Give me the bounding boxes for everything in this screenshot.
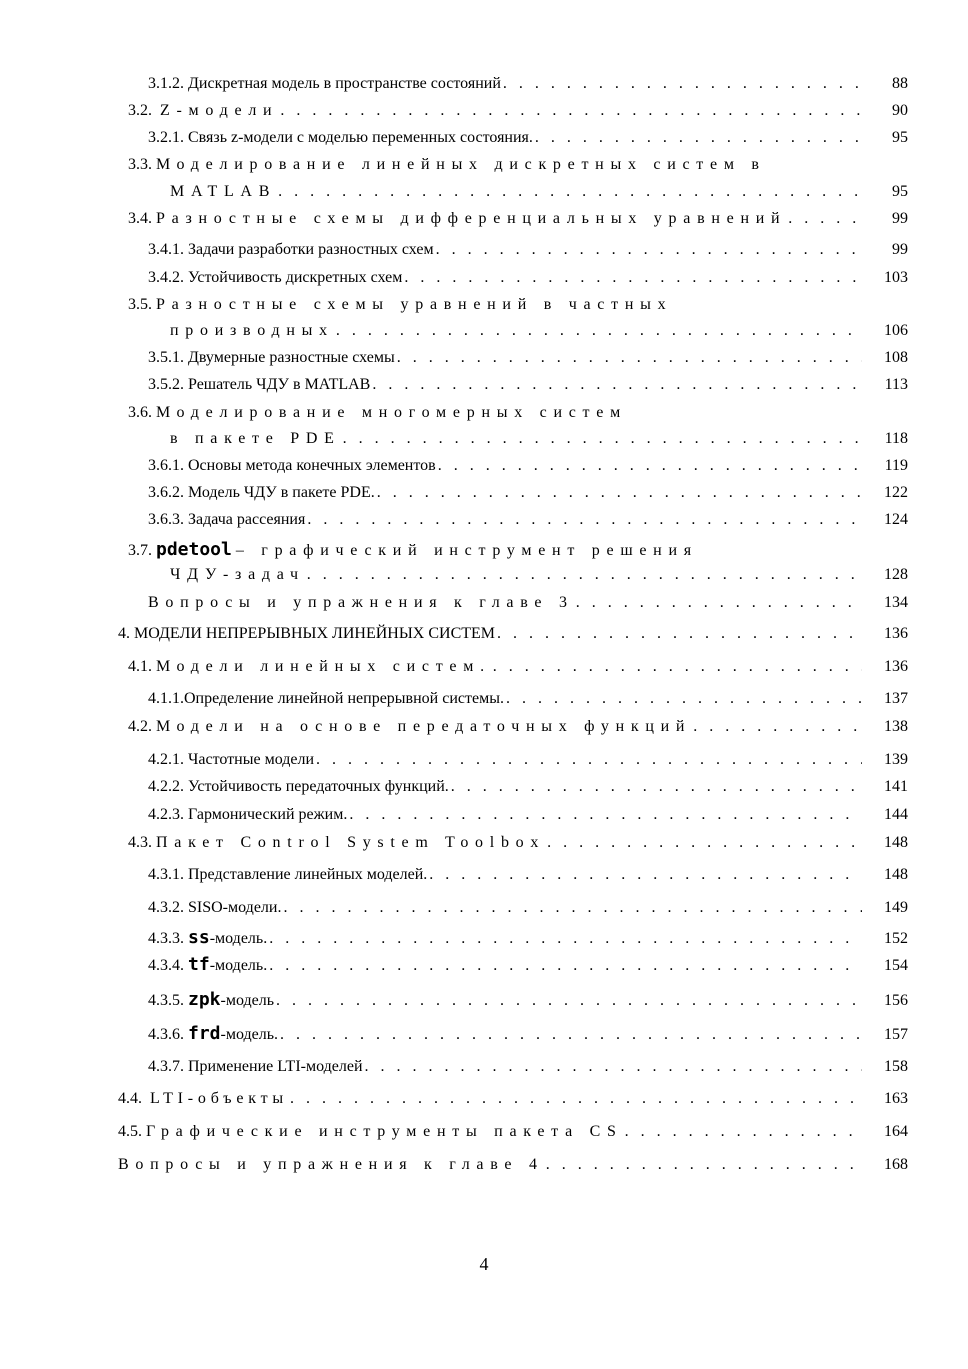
dot-leader [336,322,862,340]
entry-number: 3.6.3. [148,511,184,528]
toc-entry[interactable] [148,484,908,502]
entry-page: 158 [884,1058,908,1075]
dot-leader [693,718,862,736]
entry-number: 3.4.2. [148,269,184,286]
dot-leader [349,806,862,824]
toc-entry[interactable] [128,658,908,676]
entry-number: 4. [118,625,130,642]
entry-page: 136 [884,658,908,675]
entry-title: Модели на основе передаточных функций [156,718,692,735]
entry-page: 95 [892,183,908,200]
dot-leader [497,625,862,643]
toc-entry-line1[interactable] [128,539,908,560]
entry-title: Моделирование многомерных систем [156,404,627,421]
entry-number: 3.5.2. [148,376,184,393]
entry-title-continued: производных [170,322,334,339]
toc-entry[interactable] [148,75,908,93]
entry-title: – графический инструмент решения [235,542,698,559]
entry-page: 139 [884,751,908,768]
dot-leader [397,349,862,367]
entry-page: 99 [892,241,908,258]
dot-leader [280,102,862,120]
toc-entry[interactable] [148,866,908,884]
toc-entry[interactable] [128,718,908,736]
entry-page: 103 [884,269,908,286]
dot-leader [283,899,862,917]
toc-entry[interactable] [148,751,908,769]
toc-entry[interactable] [128,102,908,120]
dot-leader [404,269,862,287]
entry-title: Применение LTI-моделей [188,1058,363,1075]
entry-page: 119 [884,457,908,474]
toc-entry[interactable] [118,1123,908,1141]
entry-page: 95 [892,129,908,146]
entry-title: -модель. [209,957,268,974]
entry-number: 4.2.3. [148,806,184,823]
toc-entry[interactable] [148,899,908,917]
dot-leader [436,241,862,259]
toc-entry-line2[interactable] [170,430,908,448]
entry-number: 3.4. [128,210,152,227]
toc-entry[interactable] [148,927,908,948]
entry-title-continued: в пакете PDE [170,430,341,447]
entry-page: 128 [884,566,908,583]
toc-entry-line2[interactable] [170,183,908,201]
entry-number: 3.6. [128,404,152,421]
dot-leader [546,1156,862,1174]
entry-page: 134 [884,594,908,611]
entry-number: 4.3.1. [148,866,184,883]
entry-page: 144 [884,806,908,823]
entry-page: 157 [884,1026,908,1043]
entry-title: Вопросы и упражнения к главе 3 [148,594,574,611]
toc-entry-line2[interactable] [170,322,908,340]
entry-number: 3.2. [128,102,152,119]
entry-number: 3.7. [128,542,152,559]
toc-entry[interactable] [148,129,908,147]
entry-page: 106 [884,322,908,339]
entry-title: Частотные модели [188,751,315,768]
dot-leader [269,957,862,975]
entry-title: SISO-модели. [188,899,282,916]
entry-page: 148 [884,866,908,883]
entry-title: Модели линейных систем. [156,658,491,675]
entry-number: 3.5.1. [148,349,184,366]
entry-page: 152 [884,930,908,947]
dot-leader [316,751,862,769]
dot-leader [547,834,862,852]
dot-leader [576,594,862,612]
entry-title: Моделирование линейных дискретных систем в [156,156,766,173]
entry-page: 99 [892,210,908,227]
entry-number: 4.3.7. [148,1058,184,1075]
entry-number: 4.2. [128,718,152,735]
entry-number: 4.3.6. [148,1026,184,1043]
entry-number: 4.3.5. [148,992,184,1009]
entry-number: 4.5. [118,1123,142,1140]
entry-title: Разностные схемы уравнений в частных [156,296,673,313]
dot-leader [269,930,862,948]
toc-entry[interactable] [118,1090,908,1108]
entry-title: Представление линейных моделей. [188,866,428,883]
entry-number: 4.4. [118,1090,142,1107]
toc-entry[interactable] [148,594,908,612]
entry-title: Устойчивость передаточных функций. [188,778,449,795]
toc-entry[interactable] [148,954,908,975]
entry-page: 156 [884,992,908,1009]
toc-entry-line1[interactable] [128,156,908,174]
entry-title: Разностные схемы дифференциальных уравнений [156,210,787,227]
dot-leader [276,992,862,1010]
toc-entry-line2[interactable] [170,566,908,584]
entry-title: Задачи разработки разностных схем [188,241,434,258]
toc-chapter-entry[interactable] [118,625,908,643]
toc-entry[interactable] [128,834,908,852]
toc-entry[interactable] [148,269,908,287]
toc-entry[interactable] [148,989,908,1010]
page-number: 4 [479,1254,489,1274]
toc-entry[interactable] [148,511,908,529]
entry-number: 3.5. [128,296,152,313]
entry-page: 138 [884,718,908,735]
dot-leader [278,183,862,201]
entry-title-continued: MATLAB [170,183,277,200]
dot-leader [451,778,862,796]
entry-number: 3.1.2. [148,75,184,92]
dot-leader [307,511,862,529]
toc-entry-line1[interactable] [128,296,908,314]
toc-entry[interactable] [118,1156,908,1174]
entry-title: МОДЕЛИ НЕПРЕРЫВНЫХ ЛИНЕЙНЫХ СИСТЕМ [134,625,496,642]
toc-entry-line1[interactable] [128,404,908,422]
dot-leader [290,1090,862,1108]
entry-title: Двумерные разностные схемы [188,349,395,366]
entry-number: 4.3.2. [148,899,184,916]
entry-number: 3.6.1. [148,457,184,474]
entry-page: 164 [884,1123,908,1140]
toc-entry[interactable] [148,806,908,824]
toc-entry[interactable] [148,1058,908,1076]
entry-title: Решатель ЧДУ в MATLAB [188,376,371,393]
entry-code: ss [188,927,210,948]
entry-title: -модель. [220,1026,279,1043]
entry-page: 118 [884,430,908,447]
toc-entry[interactable] [128,210,908,228]
toc-entry[interactable] [148,457,908,475]
entry-title: Связь z-модели с моделью переменных состояния. [188,129,533,146]
entry-code: frd [188,1023,221,1044]
entry-number: 3.4.1. [148,241,184,258]
entry-page: 136 [884,625,908,642]
entry-number: 4.1. [128,658,152,675]
dot-leader [365,1058,862,1076]
entry-number: 3.2.1. [148,129,184,146]
entry-title: Модель ЧДУ в пакете PDE. [188,484,375,501]
toc-entry[interactable] [148,690,908,708]
dot-leader [372,376,862,394]
toc-entry[interactable] [148,241,908,259]
toc-entry[interactable] [148,778,908,796]
entry-title: -модель. [209,930,268,947]
entry-title: Определение линейной непрерывной системы. [184,690,504,707]
entry-number: 4.1.1. [148,690,184,707]
entry-title: LTI-объекты [150,1090,288,1107]
entry-title: Основы метода конечных элементов [188,457,436,474]
dot-leader [307,566,862,584]
entry-title: Вопросы и упражнения к главе 4 [118,1156,544,1173]
dot-leader [493,658,862,676]
dot-leader [429,866,862,884]
entry-title: Устойчивость дискретных схем [188,269,403,286]
dot-leader [503,75,862,93]
entry-page: 137 [884,690,908,707]
entry-page: 141 [884,778,908,795]
entry-title: Гармонический режим. [188,806,348,823]
entry-title: Графические инструменты пакета CS [146,1123,623,1140]
dot-leader [506,690,862,708]
toc-entry[interactable] [148,376,908,394]
entry-page: 124 [884,511,908,528]
dot-leader [625,1123,862,1141]
dot-leader [438,457,862,475]
entry-page: 154 [884,957,908,974]
entry-page: 148 [884,834,908,851]
dot-leader [535,129,862,147]
entry-title: Задача рассеяния [188,511,306,528]
toc-entry[interactable] [148,349,908,367]
toc-entry[interactable] [148,1023,908,1044]
dot-leader [788,210,862,228]
entry-page: 163 [884,1090,908,1107]
entry-title: Пакет Control System Toolbox [156,834,546,851]
entry-page: 122 [884,484,908,501]
entry-page: 113 [884,376,908,393]
entry-code: tf [188,954,210,975]
entry-number: 4.2.2. [148,778,184,795]
entry-page: 108 [884,349,908,366]
dot-leader [280,1026,862,1044]
dot-leader [377,484,862,502]
entry-number: 4.2.1. [148,751,184,768]
entry-title: Дискретная модель в пространстве состояний [188,75,501,92]
entry-page: 90 [892,102,908,119]
entry-code: zpk [188,989,221,1010]
entry-number: 4.3.4. [148,957,184,974]
entry-number: 4.3.3. [148,930,184,947]
entry-number: 3.6.2. [148,484,184,501]
entry-title: Z-модели [160,102,279,119]
entry-page: 149 [884,899,908,916]
entry-page: 88 [892,75,908,92]
entry-title: -модель [220,992,275,1009]
entry-number: 3.3. [128,156,152,173]
entry-title-continued: ЧДУ-задач [170,566,305,583]
entry-number: 4.3. [128,834,152,851]
dot-leader [343,430,862,448]
entry-page: 168 [884,1156,908,1173]
entry-code: pdetool [156,539,232,560]
